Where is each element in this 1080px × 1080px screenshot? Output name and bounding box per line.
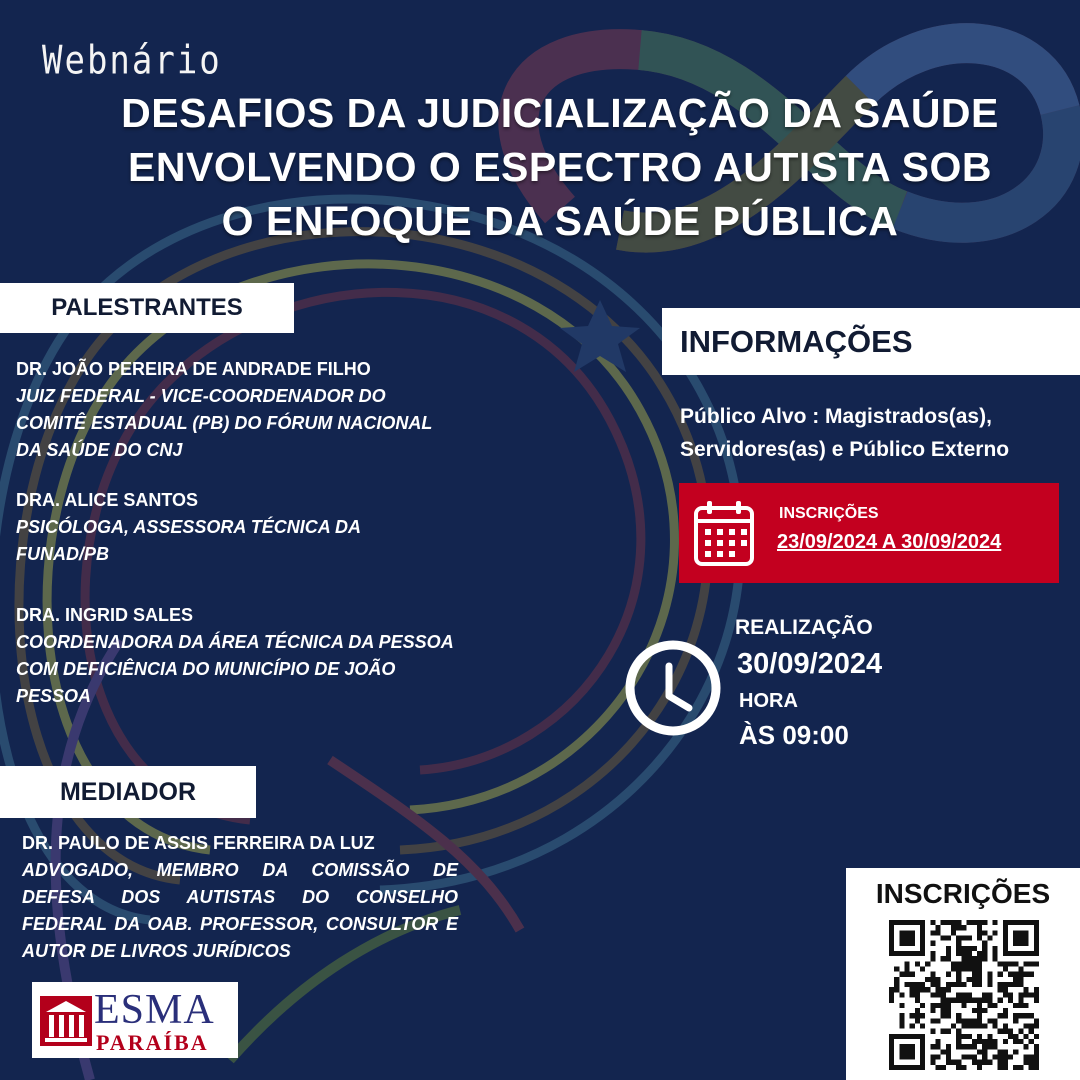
esma-logo: [32, 982, 238, 1058]
registration-dates-link[interactable]: 23/09/2024 A 30/09/2024: [777, 531, 1002, 553]
speaker-entry: [16, 356, 456, 464]
qr-title: INSCRIÇÕES: [875, 878, 1051, 909]
qr-registration-panel: [846, 868, 1080, 1080]
mediator-role: ADVOGADO, MEMBRO DA COMISSÃO DE DEFESA DOS AUTISTAS DO CONSELHO FEDERAL DA OAB. PROFESSOR, CONSULTOR E AUTOR DE LIVROS JURÍDICOS: [22, 860, 458, 961]
speaker-name: DR. JOÃO PEREIRA DE ANDRADE FILHO: [16, 359, 371, 379]
mediator-entry: [22, 830, 458, 965]
calendar-icon: [693, 499, 755, 567]
registration-period-box: [679, 483, 1059, 583]
speaker-name: DRA. ALICE SANTOS: [16, 490, 199, 510]
logo-wordmark: ESMA: [94, 987, 215, 1033]
event-title: [40, 86, 1080, 248]
registration-label: INSCRIÇÕES: [779, 505, 879, 522]
target-audience: Público Alvo : Magistrados(as), Servidores(as) e Público Externo: [680, 405, 1010, 461]
speakers-heading: PALESTRANTES: [0, 283, 294, 333]
columns-emblem-icon: [40, 996, 92, 1046]
event-time-label: HORA: [739, 690, 798, 712]
mediator-heading: MEDIADOR: [0, 766, 256, 818]
speaker-role: PSICÓLOGA, ASSESSORA TÉCNICA DA FUNAD/PB: [16, 517, 361, 564]
clock-icon: [623, 638, 723, 738]
event-title-line: O ENFOQUE DA SAÚDE PÚBLICA: [221, 198, 899, 244]
speaker-entry: [16, 602, 456, 710]
mediator-name: DR. PAULO DE ASSIS FERREIRA DA LUZ: [22, 833, 375, 853]
qr-code-icon[interactable]: [889, 920, 1039, 1070]
event-title-line: ENVOLVENDO O ESPECTRO AUTISTA SOB: [128, 144, 992, 190]
speaker-role: COORDENADORA DA ÁREA TÉCNICA DA PESSOA COM DEFICIÊNCIA DO MUNICÍPIO DE JOÃO PESSOA: [16, 632, 454, 706]
webinar-label: Webnário: [42, 38, 222, 84]
speaker-entry: [16, 487, 456, 568]
event-date-label: REALIZAÇÃO: [735, 616, 873, 639]
speaker-role: JUIZ FEDERAL - VICE-COORDENADOR DO COMITÊ ESTADUAL (PB) DO FÓRUM NACIONAL DA SAÚDE DO CNJ: [16, 386, 432, 460]
speaker-name: DRA. INGRID SALES: [16, 605, 194, 625]
event-title-line: DESAFIOS DA JUDICIALIZAÇÃO DA SAÚDE: [121, 90, 999, 136]
event-date: 30/09/2024: [737, 648, 883, 680]
logo-subtitle: PARAÍBA: [96, 1030, 209, 1055]
info-heading: INFORMAÇÕES: [662, 308, 1080, 375]
event-time: ÀS 09:00: [739, 720, 849, 750]
